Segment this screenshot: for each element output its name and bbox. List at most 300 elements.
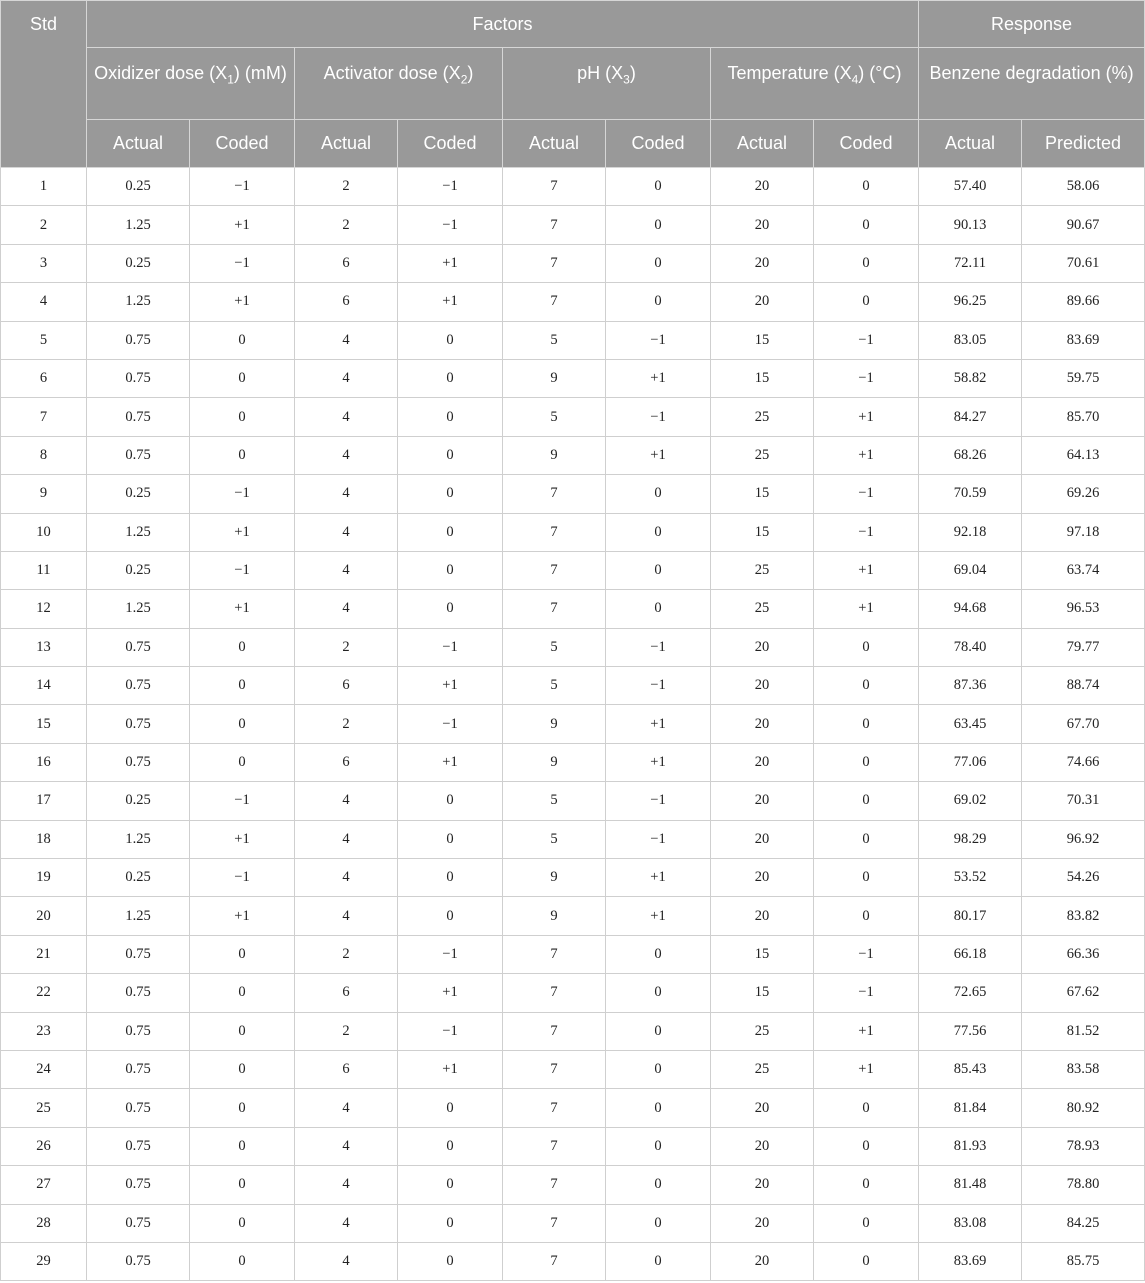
table-cell: 1.25 (87, 513, 190, 551)
table-cell: 81.48 (919, 1166, 1022, 1204)
table-cell: 0 (814, 283, 919, 321)
table-cell: 0 (398, 321, 503, 359)
table-cell: 97.18 (1022, 513, 1145, 551)
table-cell: +1 (606, 705, 711, 743)
table-cell: 0 (606, 1012, 711, 1050)
table-cell: 70.61 (1022, 244, 1145, 282)
table-cell: 0 (814, 782, 919, 820)
table-cell: 0 (606, 551, 711, 589)
table-cell: 89.66 (1022, 283, 1145, 321)
table-cell: 2 (295, 705, 398, 743)
table-cell: 63.74 (1022, 551, 1145, 589)
table-cell: 7 (503, 475, 606, 513)
subheader-cell: Actual (87, 120, 190, 168)
table-cell: 0.75 (87, 974, 190, 1012)
table-cell: 0.75 (87, 1050, 190, 1088)
table-cell: 4 (295, 1166, 398, 1204)
table-cell: 0 (190, 705, 295, 743)
table-cell: 20 (711, 705, 814, 743)
header-response: Response (919, 1, 1145, 48)
table-cell: 0 (190, 743, 295, 781)
table-cell: 2 (295, 628, 398, 666)
table-cell: 0 (398, 436, 503, 474)
table-cell: 4 (295, 475, 398, 513)
table-cell: 0 (190, 974, 295, 1012)
table-cell: 4 (295, 782, 398, 820)
table-cell: 2 (295, 935, 398, 973)
table-cell: 7 (503, 1050, 606, 1088)
table-cell: 20 (711, 1127, 814, 1165)
table-cell: 0 (190, 1242, 295, 1280)
table-cell: 0 (190, 359, 295, 397)
table-cell: 4 (295, 820, 398, 858)
table-cell: 15 (1, 705, 87, 743)
header-std: Std (1, 1, 87, 168)
table-cell: 0 (814, 820, 919, 858)
table-cell: 0.25 (87, 551, 190, 589)
table-cell: 7 (503, 935, 606, 973)
table-cell: 80.17 (919, 897, 1022, 935)
table-cell: 0 (190, 667, 295, 705)
table-cell: 58.82 (919, 359, 1022, 397)
table-cell: 83.05 (919, 321, 1022, 359)
table-row (1, 475, 1145, 513)
table-cell: 0 (606, 974, 711, 1012)
table-cell: 5 (1, 321, 87, 359)
table-row (1, 168, 1145, 206)
table-cell: 4 (295, 513, 398, 551)
table-cell: 7 (503, 974, 606, 1012)
table-cell: 78.93 (1022, 1127, 1145, 1165)
table-cell: 7 (503, 283, 606, 321)
table-cell: 70.31 (1022, 782, 1145, 820)
table-cell: 28 (1, 1204, 87, 1242)
table-cell: 7 (503, 168, 606, 206)
table-cell: 79.77 (1022, 628, 1145, 666)
subheader-cell: Actual (295, 120, 398, 168)
table-cell: 20 (711, 667, 814, 705)
table-cell: 4 (295, 436, 398, 474)
table-cell: 0.25 (87, 475, 190, 513)
table-cell: 0 (398, 590, 503, 628)
table-cell: 6 (1, 359, 87, 397)
table-row (1, 705, 1145, 743)
table-cell: 1.25 (87, 206, 190, 244)
table-cell: 0 (398, 1089, 503, 1127)
table-cell: 7 (503, 244, 606, 282)
table-cell: 13 (1, 628, 87, 666)
table-cell: 54.26 (1022, 859, 1145, 897)
table-cell: 0.75 (87, 667, 190, 705)
table-cell: 4 (295, 590, 398, 628)
table-cell: −1 (398, 705, 503, 743)
table-cell: 69.26 (1022, 475, 1145, 513)
table-cell: 0.75 (87, 1242, 190, 1280)
table-cell: 0 (814, 667, 919, 705)
table-cell: 96.25 (919, 283, 1022, 321)
table-cell: 15 (711, 974, 814, 1012)
table-row (1, 667, 1145, 705)
table-cell: 2 (295, 1012, 398, 1050)
table-cell: 20 (711, 1166, 814, 1204)
table-cell: −1 (398, 628, 503, 666)
table-cell: 14 (1, 667, 87, 705)
table-cell: 0 (814, 206, 919, 244)
table-cell: +1 (398, 244, 503, 282)
table-cell: 83.08 (919, 1204, 1022, 1242)
table-cell: 64.13 (1022, 436, 1145, 474)
table-cell: 0 (190, 1204, 295, 1242)
table-cell: 83.58 (1022, 1050, 1145, 1088)
subheader-cell: Actual (503, 120, 606, 168)
table-cell: 1.25 (87, 590, 190, 628)
table-cell: 20 (711, 782, 814, 820)
table-cell: 0 (814, 859, 919, 897)
table-cell: +1 (190, 513, 295, 551)
table-cell: 4 (295, 1242, 398, 1280)
table-cell: 96.92 (1022, 820, 1145, 858)
table-cell: 92.18 (919, 513, 1022, 551)
table-cell: 18 (1, 820, 87, 858)
table-cell: +1 (814, 551, 919, 589)
table-cell: 7 (503, 1204, 606, 1242)
table-cell: 9 (503, 743, 606, 781)
table-cell: 6 (295, 974, 398, 1012)
table-cell: 77.06 (919, 743, 1022, 781)
table-cell: +1 (814, 590, 919, 628)
table-cell: 72.11 (919, 244, 1022, 282)
table-cell: 8 (1, 436, 87, 474)
table-cell: 59.75 (1022, 359, 1145, 397)
table-cell: 25 (1, 1089, 87, 1127)
table-cell: 7 (503, 1166, 606, 1204)
table-cell: 74.66 (1022, 743, 1145, 781)
table-row (1, 551, 1145, 589)
table-cell: 0 (190, 321, 295, 359)
table-cell: 20 (711, 168, 814, 206)
table-cell: 4 (1, 283, 87, 321)
table-row (1, 244, 1145, 282)
table-row (1, 1050, 1145, 1088)
table-cell: 20 (711, 244, 814, 282)
table-cell: 83.69 (1022, 321, 1145, 359)
subheader-cell: Actual (919, 120, 1022, 168)
table-cell: +1 (190, 820, 295, 858)
table-cell: 0 (190, 1012, 295, 1050)
header-activator-dose: Activator dose $(X_2)$ (295, 48, 503, 120)
table-cell: +1 (814, 398, 919, 436)
table-cell: −1 (606, 667, 711, 705)
table-row (1, 820, 1145, 858)
table-cell: 11 (1, 551, 87, 589)
table-cell: 0 (606, 283, 711, 321)
table-cell: 25 (711, 551, 814, 589)
table-cell: 7 (503, 1127, 606, 1165)
table-row (1, 283, 1145, 321)
table-cell: −1 (398, 168, 503, 206)
table-row (1, 935, 1145, 973)
table-cell: 5 (503, 820, 606, 858)
table-cell: −1 (190, 782, 295, 820)
table-cell: 0 (814, 705, 919, 743)
table-cell: 67.62 (1022, 974, 1145, 1012)
table-cell: 20 (711, 859, 814, 897)
table-cell: 0 (606, 935, 711, 973)
table-cell: 83.69 (919, 1242, 1022, 1280)
table-cell: 4 (295, 1089, 398, 1127)
header-ph: pH $(X_3)$ (503, 48, 711, 120)
subheader-cell: Coded (814, 120, 919, 168)
table-cell: 7 (503, 1012, 606, 1050)
table-row (1, 398, 1145, 436)
table-cell: −1 (190, 244, 295, 282)
table-cell: 0.75 (87, 935, 190, 973)
table-cell: 20 (711, 1204, 814, 1242)
table-cell: 17 (1, 782, 87, 820)
table-row (1, 1204, 1145, 1242)
table-row (1, 782, 1145, 820)
table-cell: 9 (503, 859, 606, 897)
table-cell: 88.74 (1022, 667, 1145, 705)
table-cell: +1 (606, 743, 711, 781)
table-cell: 20 (711, 206, 814, 244)
table-cell: 10 (1, 513, 87, 551)
table-cell: 0 (606, 475, 711, 513)
table-cell: 67.70 (1022, 705, 1145, 743)
table-cell: 0.75 (87, 628, 190, 666)
table-cell: 5 (503, 667, 606, 705)
table-cell: 87.36 (919, 667, 1022, 705)
table-cell: +1 (190, 283, 295, 321)
header-temperature: Temperature $(X_4)$ (°C) (711, 48, 919, 120)
table-cell: 7 (503, 590, 606, 628)
table-cell: 94.68 (919, 590, 1022, 628)
table-cell: 0 (814, 168, 919, 206)
table-cell: 0 (606, 513, 711, 551)
table-row (1, 1166, 1145, 1204)
table-cell: 0 (398, 1127, 503, 1165)
table-cell: 0 (398, 398, 503, 436)
table-cell: 0 (814, 628, 919, 666)
table-cell: 9 (503, 359, 606, 397)
table-cell: +1 (398, 667, 503, 705)
table-cell: 4 (295, 551, 398, 589)
table-cell: 0 (606, 168, 711, 206)
subheader-cell: Coded (398, 120, 503, 168)
table-cell: 1.25 (87, 820, 190, 858)
table-cell: −1 (814, 475, 919, 513)
table-cell: 69.02 (919, 782, 1022, 820)
table-cell: 68.26 (919, 436, 1022, 474)
table-cell: 0 (190, 1089, 295, 1127)
table-cell: 20 (1, 897, 87, 935)
table-cell: 78.80 (1022, 1166, 1145, 1204)
table-cell: 25 (711, 1012, 814, 1050)
table-cell: 53.52 (919, 859, 1022, 897)
table-cell: 0.25 (87, 782, 190, 820)
table-row (1, 1127, 1145, 1165)
table-row (1, 1242, 1145, 1280)
table-row (1, 206, 1145, 244)
table-cell: 96.53 (1022, 590, 1145, 628)
table-cell: 81.84 (919, 1089, 1022, 1127)
table-cell: +1 (190, 590, 295, 628)
table-cell: 90.13 (919, 206, 1022, 244)
table-cell: 66.36 (1022, 935, 1145, 973)
table-cell: 4 (295, 321, 398, 359)
table-cell: 84.25 (1022, 1204, 1145, 1242)
table-cell: 0 (814, 1204, 919, 1242)
table-row (1, 513, 1145, 551)
table-cell: 66.18 (919, 935, 1022, 973)
table-cell: 0 (190, 628, 295, 666)
table-cell: 0 (606, 1089, 711, 1127)
table-cell: 58.06 (1022, 168, 1145, 206)
table-row (1, 859, 1145, 897)
table-row (1, 974, 1145, 1012)
table-cell: 4 (295, 1204, 398, 1242)
table-cell: 15 (711, 475, 814, 513)
table-cell: −1 (398, 935, 503, 973)
table-cell: 4 (295, 859, 398, 897)
table-cell: +1 (606, 359, 711, 397)
table-cell: 9 (503, 436, 606, 474)
table-cell: 0 (398, 513, 503, 551)
table-cell: 0 (398, 359, 503, 397)
table-row (1, 436, 1145, 474)
table-cell: 0.75 (87, 1089, 190, 1127)
table-cell: 85.70 (1022, 398, 1145, 436)
table-cell: 5 (503, 782, 606, 820)
table-cell: 0 (398, 1204, 503, 1242)
table-cell: 0.75 (87, 1166, 190, 1204)
table-cell: 0 (190, 1166, 295, 1204)
table-cell: 0 (814, 1242, 919, 1280)
table-cell: 85.75 (1022, 1242, 1145, 1280)
table-cell: 0.75 (87, 321, 190, 359)
table-cell: 20 (711, 283, 814, 321)
table-cell: 25 (711, 590, 814, 628)
table-cell: 85.43 (919, 1050, 1022, 1088)
table-cell: 70.59 (919, 475, 1022, 513)
table-cell: 0.25 (87, 859, 190, 897)
table-cell: 0 (398, 859, 503, 897)
table-cell: −1 (398, 206, 503, 244)
table-cell: 0.75 (87, 359, 190, 397)
table-cell: 0 (190, 436, 295, 474)
table-cell: 0 (398, 1242, 503, 1280)
subheader-cell: Predicted (1022, 120, 1145, 168)
table-cell: 21 (1, 935, 87, 973)
table-cell: 0 (814, 743, 919, 781)
table-cell: −1 (814, 513, 919, 551)
table-cell: 20 (711, 897, 814, 935)
table-cell: −1 (606, 398, 711, 436)
table-cell: 69.04 (919, 551, 1022, 589)
table-cell: 7 (503, 551, 606, 589)
table-cell: 0.75 (87, 705, 190, 743)
table-cell: +1 (814, 436, 919, 474)
table-cell: 23 (1, 1012, 87, 1050)
table-cell: 5 (503, 321, 606, 359)
table-cell: 0.75 (87, 1204, 190, 1242)
table-cell: 6 (295, 1050, 398, 1088)
table-row (1, 359, 1145, 397)
table-row (1, 628, 1145, 666)
table-cell: −1 (190, 859, 295, 897)
table-cell: 4 (295, 398, 398, 436)
table-cell: −1 (814, 359, 919, 397)
table-cell: 5 (503, 628, 606, 666)
table-cell: 0 (814, 1166, 919, 1204)
table-cell: 0 (814, 897, 919, 935)
table-cell: 15 (711, 935, 814, 973)
table-cell: 1.25 (87, 897, 190, 935)
table-cell: +1 (606, 436, 711, 474)
table-cell: 25 (711, 436, 814, 474)
table-cell: 81.93 (919, 1127, 1022, 1165)
table-cell: −1 (398, 1012, 503, 1050)
table-cell: 0.25 (87, 244, 190, 282)
table-row (1, 897, 1145, 935)
table-cell: 0 (190, 1050, 295, 1088)
table-cell: 7 (503, 1089, 606, 1127)
table-cell: 0.75 (87, 1127, 190, 1165)
table-cell: +1 (398, 743, 503, 781)
table-cell: 1.25 (87, 283, 190, 321)
table-cell: 7 (1, 398, 87, 436)
table-cell: 20 (711, 628, 814, 666)
table-cell: +1 (398, 283, 503, 321)
table-cell: 98.29 (919, 820, 1022, 858)
table-cell: 2 (295, 168, 398, 206)
table-cell: 19 (1, 859, 87, 897)
table-cell: 0 (398, 820, 503, 858)
table-cell: 77.56 (919, 1012, 1022, 1050)
table-cell: 63.45 (919, 705, 1022, 743)
table-cell: 0 (606, 1204, 711, 1242)
table-cell: 0 (814, 1089, 919, 1127)
table-cell: +1 (398, 1050, 503, 1088)
table-cell: 7 (503, 1242, 606, 1280)
table-cell: 6 (295, 244, 398, 282)
table-cell: 0 (606, 1242, 711, 1280)
table-cell: 0.25 (87, 168, 190, 206)
table-cell: 7 (503, 206, 606, 244)
table-cell: 0 (190, 398, 295, 436)
table-cell: 25 (711, 398, 814, 436)
table-cell: 0 (606, 1166, 711, 1204)
table-cell: 15 (711, 321, 814, 359)
table-cell: 9 (503, 705, 606, 743)
table-cell: +1 (190, 897, 295, 935)
table-cell: 25 (711, 1050, 814, 1088)
table-cell: 0 (606, 206, 711, 244)
header-benzene-degradation: Benzene degradation (%) (919, 48, 1145, 120)
table-cell: 57.40 (919, 168, 1022, 206)
subheader-cell: Actual (711, 120, 814, 168)
table-cell: 0 (606, 244, 711, 282)
subheader-cell: Coded (606, 120, 711, 168)
subheader-cell: Coded (190, 120, 295, 168)
table-cell: 5 (503, 398, 606, 436)
table-cell: 4 (295, 1127, 398, 1165)
table-cell: 20 (711, 743, 814, 781)
table-cell: 0 (190, 935, 295, 973)
table-cell: −1 (606, 628, 711, 666)
table-cell: −1 (814, 974, 919, 1012)
table-cell: 0 (814, 1127, 919, 1165)
